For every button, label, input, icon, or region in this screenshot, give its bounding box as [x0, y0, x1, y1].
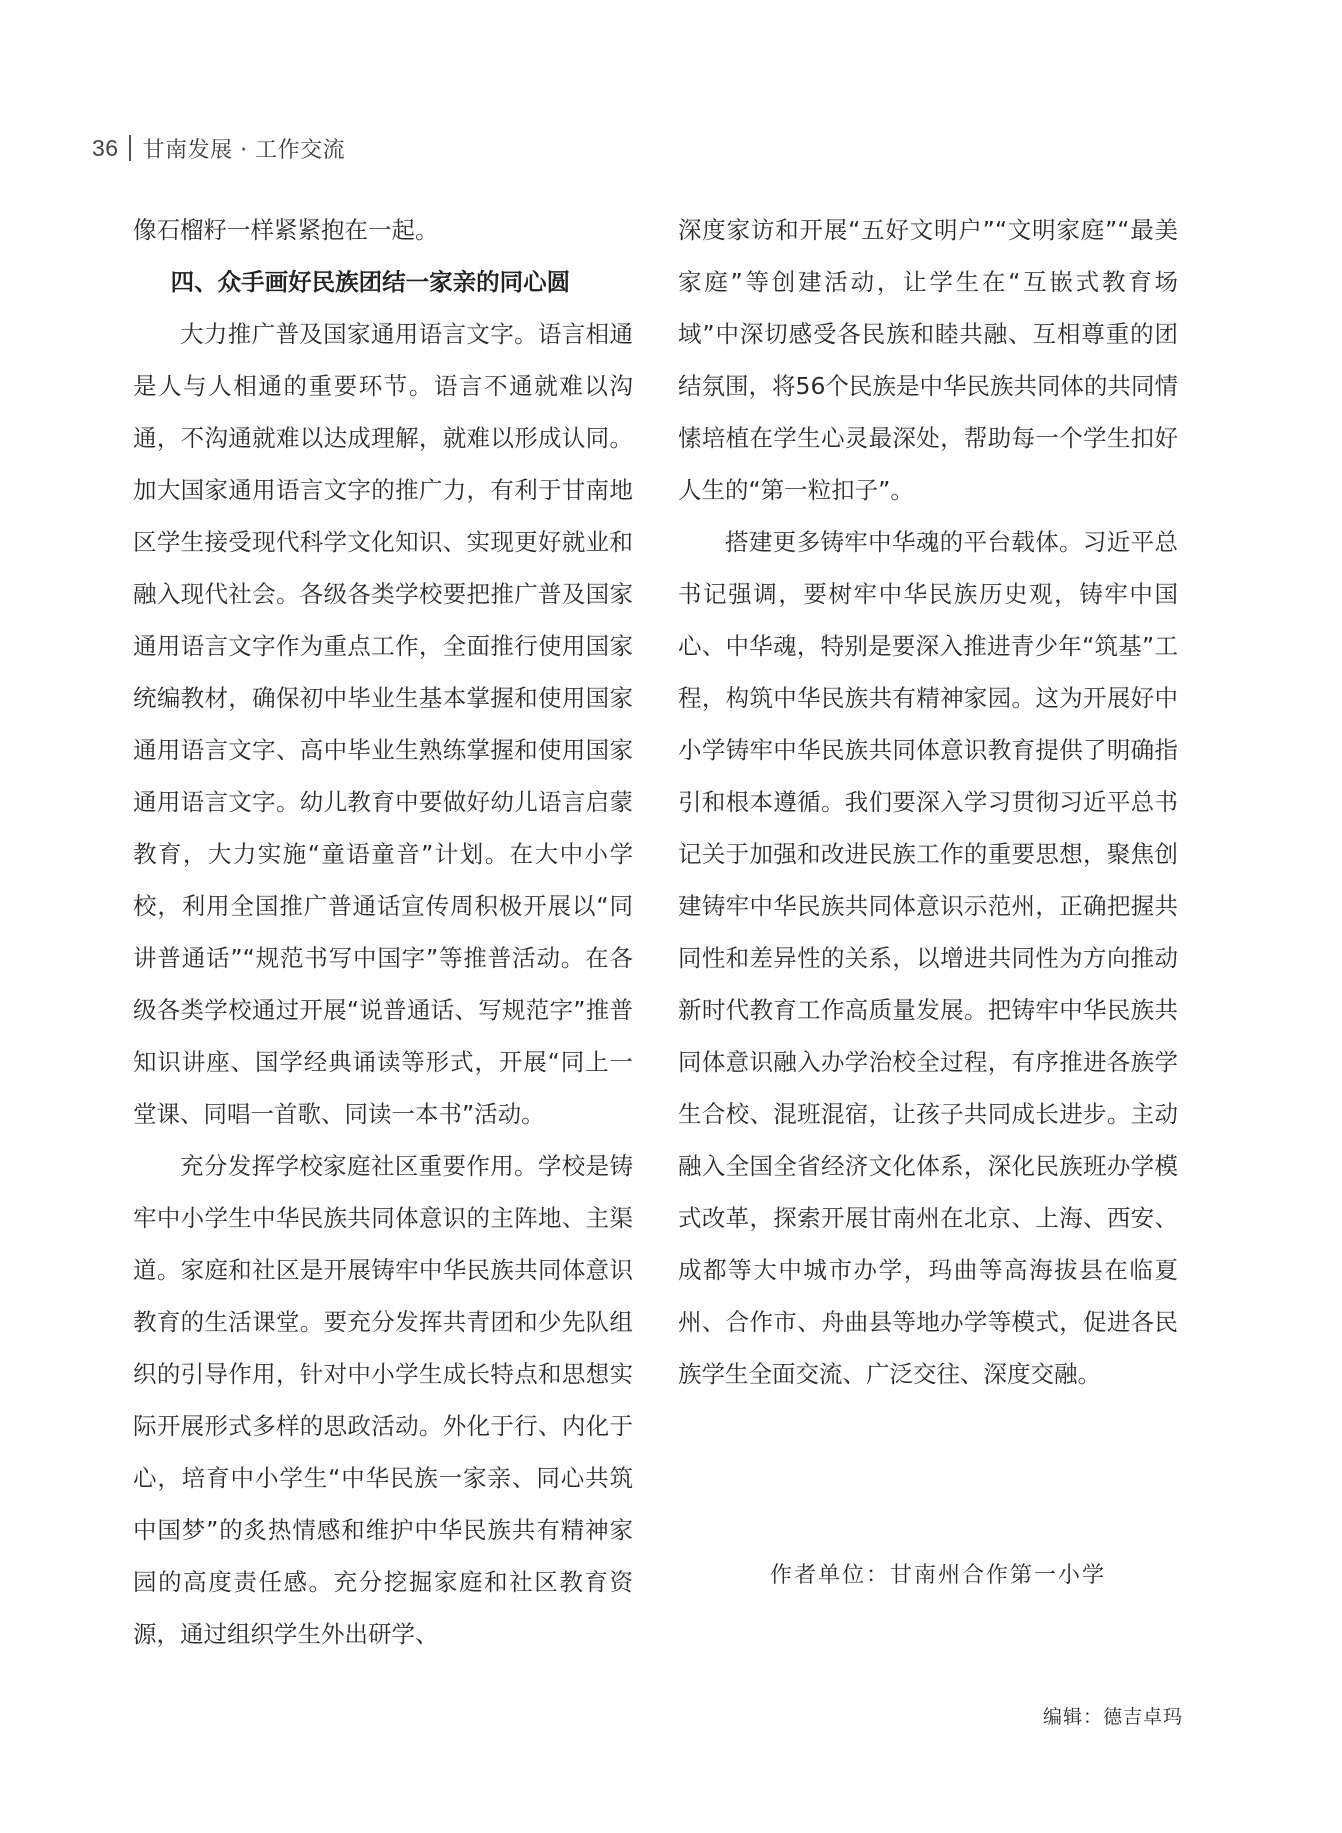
paragraph-school-family-community: 充分发挥学校家庭社区重要作用。学校是铸牢中小学生中华民族共同体意识的主阵地、主渠道。家庭和社区是开展铸牢中华民族共同体意识教育的生活课堂。要充分发挥共青团和少先队组织的引导作用，针对中小学生成长特点和思想实际开展形式多样的思政活动。外化于行、内化于心，培育中小学生“中华民族一家亲、同心共筑中国梦”的炙热情感和维护中华民族共有精神家园的高度责任感。充分挖掘家庭和社区教育资源，通过组织学生外出研学、 [133, 1152, 633, 1648]
section-heading: 四、众手画好民族团结一家亲的同心圆 [170, 268, 571, 296]
page-number: 36 [92, 134, 119, 161]
right-column [678, 204, 1178, 1400]
editor-credit: 编辑：德吉卓玛 [1043, 1706, 1184, 1728]
left-column [133, 204, 633, 1660]
author-unit: 作者单位：甘南州合作第一小学 [770, 1563, 1107, 1588]
section-title: 甘南发展 · 工作交流 [142, 137, 346, 163]
page-header [92, 132, 345, 164]
left-continuation-text: 像石榴籽一样紧紧抱在一起。 [133, 216, 439, 244]
right-continuation-text: 深度家访和开展“五好文明户”“文明家庭”“最美家庭”等创建活动，让学生在“互嵌式教育场域”中深切感受各民族和睦共融、互相尊重的团结氛围，将56个民族是中华民族共同体的共同情愫培植在学生心灵最深处，帮助每一个学生扣好人生的“第一粒扣子”。 [678, 216, 1178, 504]
paragraph-language-promotion: 大力推广普及国家通用语言文字。语言相通是人与人相通的重要环节。语言不通就难以沟通，不沟通就难以达成理解，就难以形成认同。加大国家通用语言文字的推广力，有利于甘南地区学生接受现代科学文化知识、实现更好就业和融入现代社会。各级各类学校要把推广普及国家通用语言文字作为重点工作，全面推行使用国家统编教材，确保初中毕业生基本掌握和使用国家通用语言文字、高中毕业生熟练掌握和使用国家通用语言文字。幼儿教育中要做好幼儿语言启蒙教育，大力实施“童语童音”计划。在大中小学校，利用全国推广普通话宣传周积极开展以“同讲普通话”“规范书写中国字”等推普活动。在各级各类学校通过开展“说普通话、写规范字”推普知识讲座、国学经典诵读等形式，开展“同上一堂课、同唱一首歌、同读一本书”活动。 [133, 320, 633, 1128]
header-divider [129, 135, 131, 161]
paragraph-platform-carrier: 搭建更多铸牢中华魂的平台载体。习近平总书记强调，要树牢中华民族历史观，铸牢中国心、中华魂，特别是要深入推进青少年“筑基”工程，构筑中华民族共有精神家园。这为开展好中小学铸牢中华民族共同体意识教育提供了明确指引和根本遵循。我们要深入学习贯彻习近平总书记关于加强和改进民族工作的重要思想，聚焦创建铸牢中华民族共同体意识示范州，正确把握共同性和差异性的关系，以增进共同性为方向推动新时代教育工作高质量发展。把铸牢中华民族共同体意识融入办学治校全过程，有序推进各族学生合校、混班混宿，让孩子共同成长进步。主动融入全国全省经济文化体系，深化民族班办学模式改革，探索开展甘南州在北京、上海、西安、成都等大中城市办学，玛曲等高海拔县在临夏州、合作市、舟曲县等地办学等模式，促进各民族学生全面交流、广泛交往、深度交融。 [678, 528, 1178, 1388]
